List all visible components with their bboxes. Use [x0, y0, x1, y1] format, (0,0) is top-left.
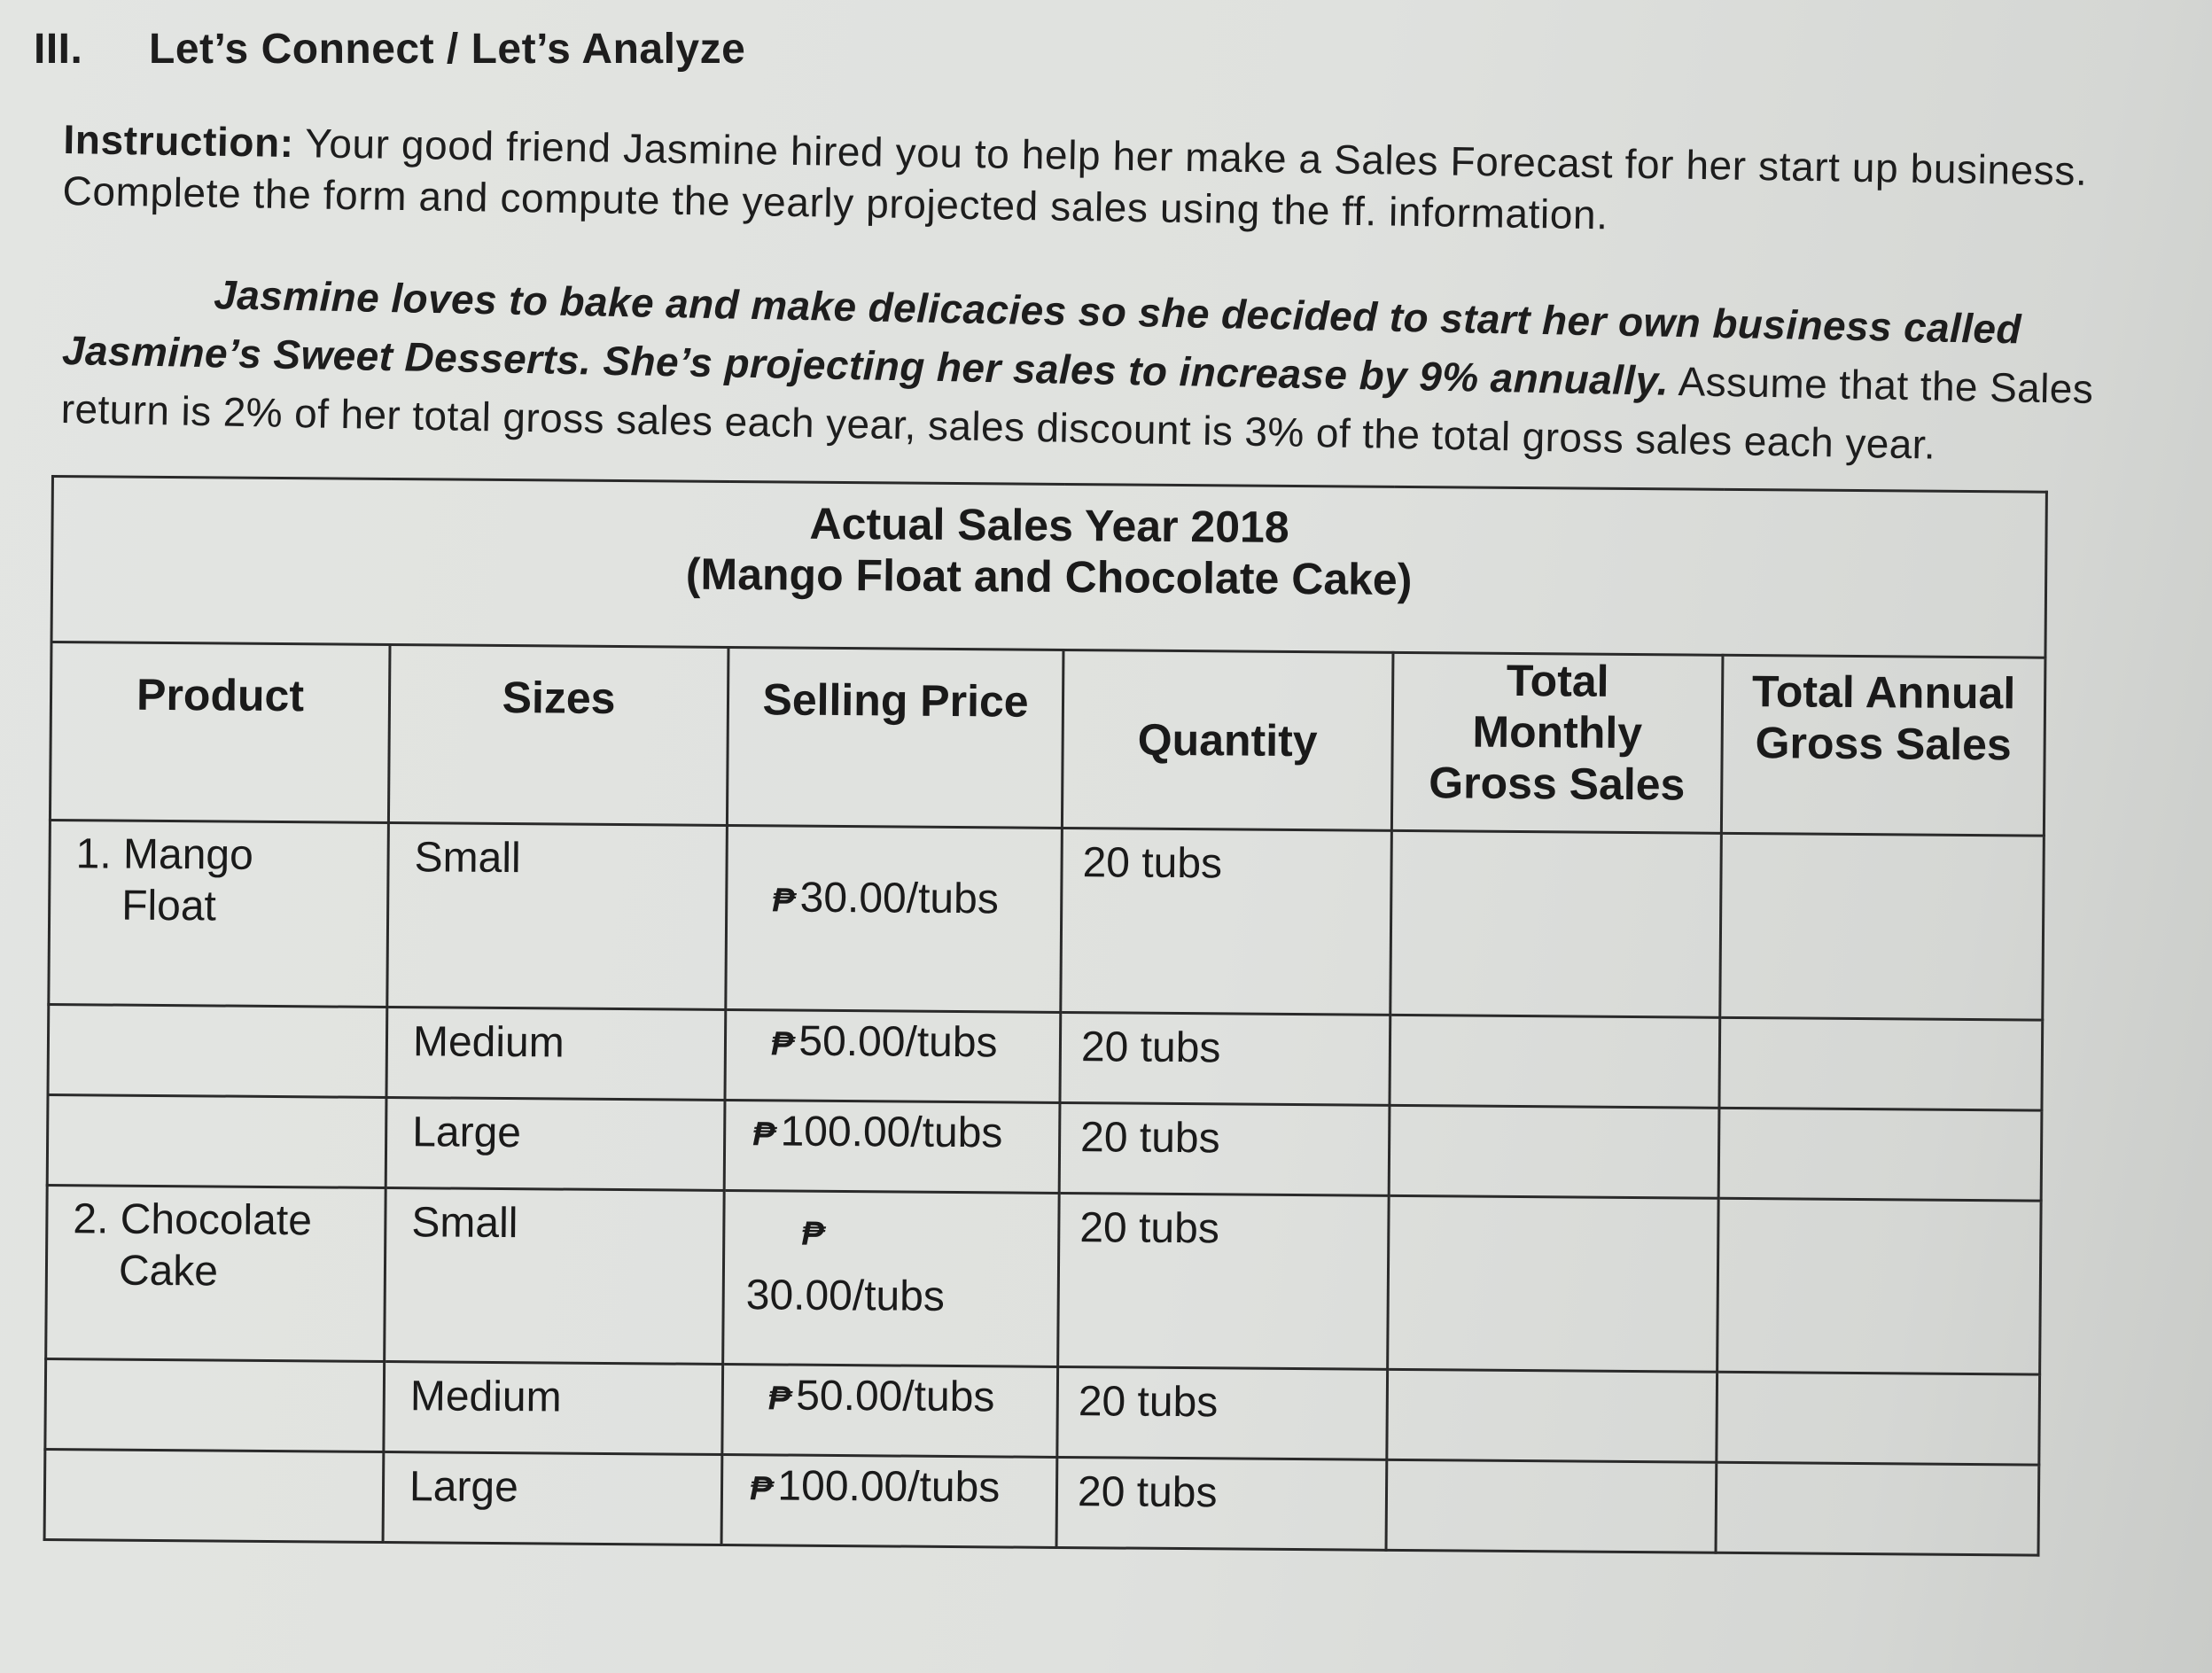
table-title-line2: (Mango Float and Chocolate Cake): [685, 549, 1413, 605]
header-quantity: Quantity: [1062, 650, 1393, 830]
peso-icon: ₱: [749, 1470, 773, 1508]
quantity-cell: 20 tubs: [1056, 1457, 1387, 1550]
quantity-cell: 20 tubs: [1059, 1102, 1390, 1195]
table-row: [49, 820, 2045, 1020]
product-cell: [49, 820, 389, 1007]
quantity-cell: 20 tubs: [1057, 1366, 1388, 1459]
instruction-text: Your good friend Jasmine hired you to help her make a Sales Forecast for her start up business. Complete the form and compute the yearly projected sales using the ff. information.: [62, 120, 2088, 238]
peso-icon: ₱: [752, 1116, 775, 1154]
table-header-row: [50, 642, 2045, 836]
sales-table: [43, 475, 2048, 1557]
product-cell: [46, 1185, 386, 1361]
table-title: [51, 477, 2046, 658]
peso-icon: ₱: [770, 1025, 794, 1063]
size-cell: Small: [385, 1187, 725, 1364]
size-cell: Medium: [384, 1361, 723, 1454]
monthly-gross-sales-cell[interactable]: [1387, 1369, 1717, 1462]
price-cell: ₱ 50.00/tubs: [725, 1009, 1061, 1102]
header-total-monthly-gross-sales: Total Monthly Gross Sales: [1391, 652, 1723, 833]
section-number: III.: [34, 26, 83, 73]
size-cell: Small: [387, 822, 728, 1009]
instruction-label: Instruction:: [63, 115, 295, 167]
table-row: [46, 1185, 2042, 1374]
annual-gross-sales-cell[interactable]: [1717, 1372, 2040, 1465]
product-cell: [44, 1449, 384, 1542]
quantity-cell: 20 tubs: [1060, 1012, 1390, 1105]
product-name-line1: 2. Chocolate: [73, 1195, 313, 1245]
table-title-line1: Actual Sales Year 2018: [809, 498, 1289, 552]
scenario-paragraph: [60, 262, 2154, 478]
size-cell: Large: [386, 1097, 725, 1190]
monthly-gross-sales-cell[interactable]: [1386, 1459, 1717, 1552]
product-cell: [48, 1004, 387, 1097]
monthly-gross-sales-cell[interactable]: [1390, 830, 1722, 1017]
size-cell: Medium: [386, 1007, 726, 1100]
section-heading: [34, 25, 745, 74]
section-title: Let’s Connect / Let’s Analyze: [149, 26, 746, 73]
peso-icon: ₱: [767, 1380, 791, 1418]
sales-table-container: [43, 475, 2045, 1557]
quantity-cell: 20 tubs: [1061, 828, 1392, 1015]
product-name-line1: 1. Mango: [75, 830, 253, 879]
table-row: [48, 1004, 2043, 1110]
price-cell: ₱ 100.00/tubs: [724, 1100, 1060, 1193]
table-row: [47, 1094, 2042, 1201]
table-row: [44, 1449, 2039, 1555]
peso-icon: ₱: [801, 1215, 824, 1253]
table-row: [45, 1358, 2040, 1465]
annual-gross-sales-cell[interactable]: [1718, 1108, 2042, 1201]
size-cell: Large: [383, 1451, 722, 1545]
monthly-gross-sales-cell[interactable]: [1389, 1105, 1719, 1198]
price-cell: ₱ 30.00/tubs: [723, 1190, 1060, 1366]
instruction-paragraph: [62, 113, 2155, 249]
annual-gross-sales-cell[interactable]: [1716, 1462, 2039, 1555]
price-cell: ₱ 100.00/tubs: [721, 1454, 1057, 1547]
header-product: Product: [50, 642, 390, 823]
header-selling-price: Selling Price: [727, 648, 1063, 829]
annual-gross-sales-cell[interactable]: [1719, 1017, 2043, 1110]
scenario-italic-text: Jasmine loves to bake and make delicacies so she decided to start her own business called Jasmine’s Sweet Desserts. She’s projecting her sales to increase by 9% annually.: [61, 271, 2022, 404]
peso-icon: ₱: [772, 882, 795, 920]
product-name-line2: Cake: [118, 1247, 219, 1296]
product-cell: [45, 1358, 385, 1451]
product-cell: [47, 1094, 386, 1187]
price-cell: ₱ 30.00/tubs: [726, 826, 1063, 1013]
annual-gross-sales-cell[interactable]: [1720, 833, 2045, 1020]
quantity-cell: 20 tubs: [1058, 1193, 1390, 1369]
price-cell: ₱ 50.00/tubs: [722, 1364, 1058, 1457]
header-sizes: Sizes: [388, 645, 728, 826]
product-name-line2: Float: [121, 882, 217, 930]
scenario-plain-text: Assume that the Sales return is 2% of her total gross sales each year, sales discount is 3% of the total gross sales each year.: [60, 357, 2094, 468]
monthly-gross-sales-cell[interactable]: [1388, 1195, 1719, 1372]
monthly-gross-sales-cell[interactable]: [1390, 1015, 1720, 1108]
header-total-annual-gross-sales: Total Annual Gross Sales: [1721, 655, 2045, 836]
table-title-row: [51, 477, 2046, 658]
annual-gross-sales-cell[interactable]: [1717, 1198, 2042, 1374]
